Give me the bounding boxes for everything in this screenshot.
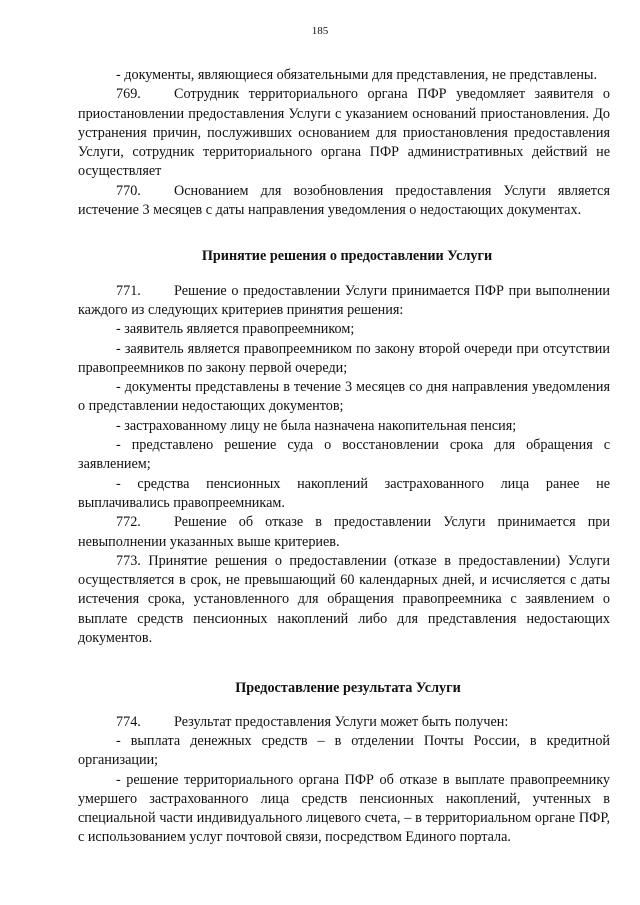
paragraph-770 xyxy=(78,182,610,221)
paragraph-number-771: 771. xyxy=(116,282,141,299)
paragraph-number-769: 769. xyxy=(116,86,141,103)
paragraph-769 xyxy=(78,85,610,181)
criterion-item: - застрахованному лицу не была назначена накопительная пенсия; xyxy=(116,417,517,434)
criterion-item: - представлено решение суда о восстановлении срока для обращения с заявлением; xyxy=(78,437,610,473)
criterion-item: - документы представлены в течение 3 месяцев со дня направления уведомления о представлении недостающих документов; xyxy=(78,379,610,415)
paragraph-771 xyxy=(78,282,610,321)
paragraph-774 xyxy=(78,713,610,732)
paragraph-774-text: Результат предоставления Услуги может быть получен: xyxy=(174,713,509,730)
paragraph-769-text: Сотрудник территориального органа ПФР уведомляет заявителя о приостановлении предоставления Услуги с указанием оснований приостановления. До устранения причин, послуживших основанием для приостановления предоставления Услуги, сотрудник территориального органа ПФР административных действий не осуществляет xyxy=(78,86,610,180)
result-item: - выплата денежных средств – в отделении Почты России, в кредитной организации; xyxy=(78,732,610,769)
paragraph-number-772: 772. xyxy=(116,514,141,531)
paragraph-number-770: 770. xyxy=(116,182,141,199)
criterion-item: - заявитель является правопреемником по закону второй очереди при отсутствии правопреемников по закону первой очереди; xyxy=(78,340,610,376)
criterion-item: - средства пенсионных накоплений застрахованного лица ранее не выплачивались правопреемникам. xyxy=(78,475,610,511)
paragraph-772-text: Решение об отказе в предоставлении Услуги принимается при невыполнении указанных выше критериев. xyxy=(78,514,610,550)
paragraph-number-774: 774. xyxy=(116,713,141,730)
result-item: - решение территориального органа ПФР об отказе в выплате правопреемнику умершего застрахованного лица средств пенсионных накоплений, учтенных в специальной части индивидуального лицевого счета, – в территориальном органе ПФР, с использованием услуг почтовой связи, посредством Единого портала. xyxy=(78,771,610,846)
paragraph-docs-not-submitted: - документы, являющиеся обязательными для представления, не представлены. xyxy=(116,67,597,83)
page-number: 185 xyxy=(311,25,329,37)
paragraph-773: 773. Принятие решения о предоставлении (отказе в предоставлении) Услуги осуществляется в срок, не превышающий 60 календарных дней, и исчисляется с даты истечения срока, установленного для обращения правопреемника с заявлением о выплате средств пенсионных накоплений либо для представления недостающих документов. xyxy=(78,552,610,647)
section-heading-result: Предоставление результата Услуги xyxy=(235,680,461,697)
paragraph-770-text: Основанием для возобновления предоставления Услуги является истечение 3 месяцев с даты направления уведомления о недостающих документах. xyxy=(78,182,610,219)
paragraph-771-text: Решение о предоставлении Услуги принимается ПФР при выполнении каждого из следующих критериев принятия решения: xyxy=(78,282,610,318)
criterion-item: - заявитель является правопреемником; xyxy=(116,321,355,338)
paragraph-772 xyxy=(78,513,610,552)
section-heading-decision: Принятие решения о предоставлении Услуги xyxy=(201,248,493,265)
